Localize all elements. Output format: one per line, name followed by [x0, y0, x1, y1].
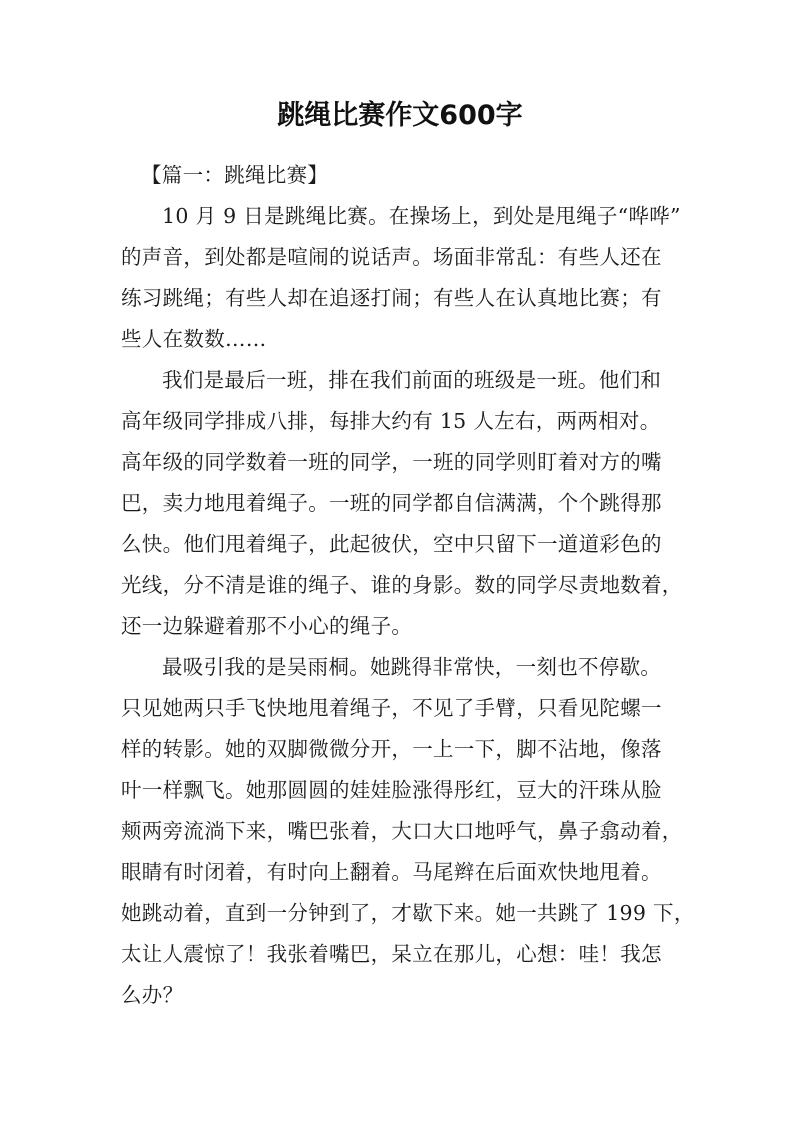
text-line: 巴，卖力地甩着绳子。一班的同学都自信满满，个个跳得那	[121, 491, 662, 515]
text-line: 样的转影。她的双脚微微分开，一上一下，脚不沾地，像落	[121, 737, 662, 761]
text-line: 么办？	[121, 983, 184, 1007]
text-line: 只见她两只手飞快地甩着绳子，不见了手臂，只看见陀螺一	[121, 696, 662, 720]
text-line: 我们是最后一班，排在我们前面的班级是一班。他们和	[162, 368, 662, 392]
text-line: 么快。他们甩着绳子，此起彼伏，空中只留下一道道彩色的	[121, 532, 662, 556]
text-line: 眼睛有时闭着，有时向上翻着。马尾辫在后面欢快地甩着。	[121, 860, 662, 884]
text-line: 叶一样飘飞。她那圆圆的娃娃脸涨得彤红，豆大的汗珠从脸	[121, 778, 662, 802]
paragraph-1	[121, 196, 683, 360]
text-line: 高年级同学排成八排，每排大约有 15 人左右，两两相对。	[121, 409, 661, 433]
text-line: 最吸引我的是吴雨桐。她跳得非常快，一刻也不停歇。	[162, 655, 662, 679]
text-line: 10 月 9 日是跳绳比赛。在操场上，到处是甩绳子“哗哗”	[162, 204, 681, 228]
text-line: 高年级的同学数着一班的同学，一班的同学则盯着对方的嘴	[121, 450, 662, 474]
text-line: 练习跳绳；有些人却在追逐打闹；有些人在认真地比赛；有	[121, 286, 662, 310]
section-heading: 【篇一：跳绳比赛】	[141, 163, 329, 187]
text-line: 些人在数数……	[121, 327, 267, 351]
paragraph-2	[121, 360, 683, 647]
document-title: 跳绳比赛作文600字	[277, 100, 523, 131]
text-line: 光线，分不清是谁的绳子、谁的身影。数的同学尽责地数着，	[121, 573, 683, 597]
text-line: 她跳动着，直到一分钟到了，才歇下来。她一共跳了 199 下，	[121, 901, 695, 925]
text-line: 太让人震惊了！我张着嘴巴，呆立在那儿，心想：哇！我怎	[121, 942, 662, 966]
text-line: 颊两旁流淌下来，嘴巴张着，大口大口地呼气，鼻子翕动着，	[121, 819, 683, 843]
text-line: 还一边躲避着那不小心的绳子。	[121, 614, 413, 638]
paragraph-3	[121, 647, 695, 1016]
text-line: 的声音，到处都是喧闹的说话声。场面非常乱：有些人还在	[121, 245, 662, 269]
document-body	[121, 155, 695, 1016]
